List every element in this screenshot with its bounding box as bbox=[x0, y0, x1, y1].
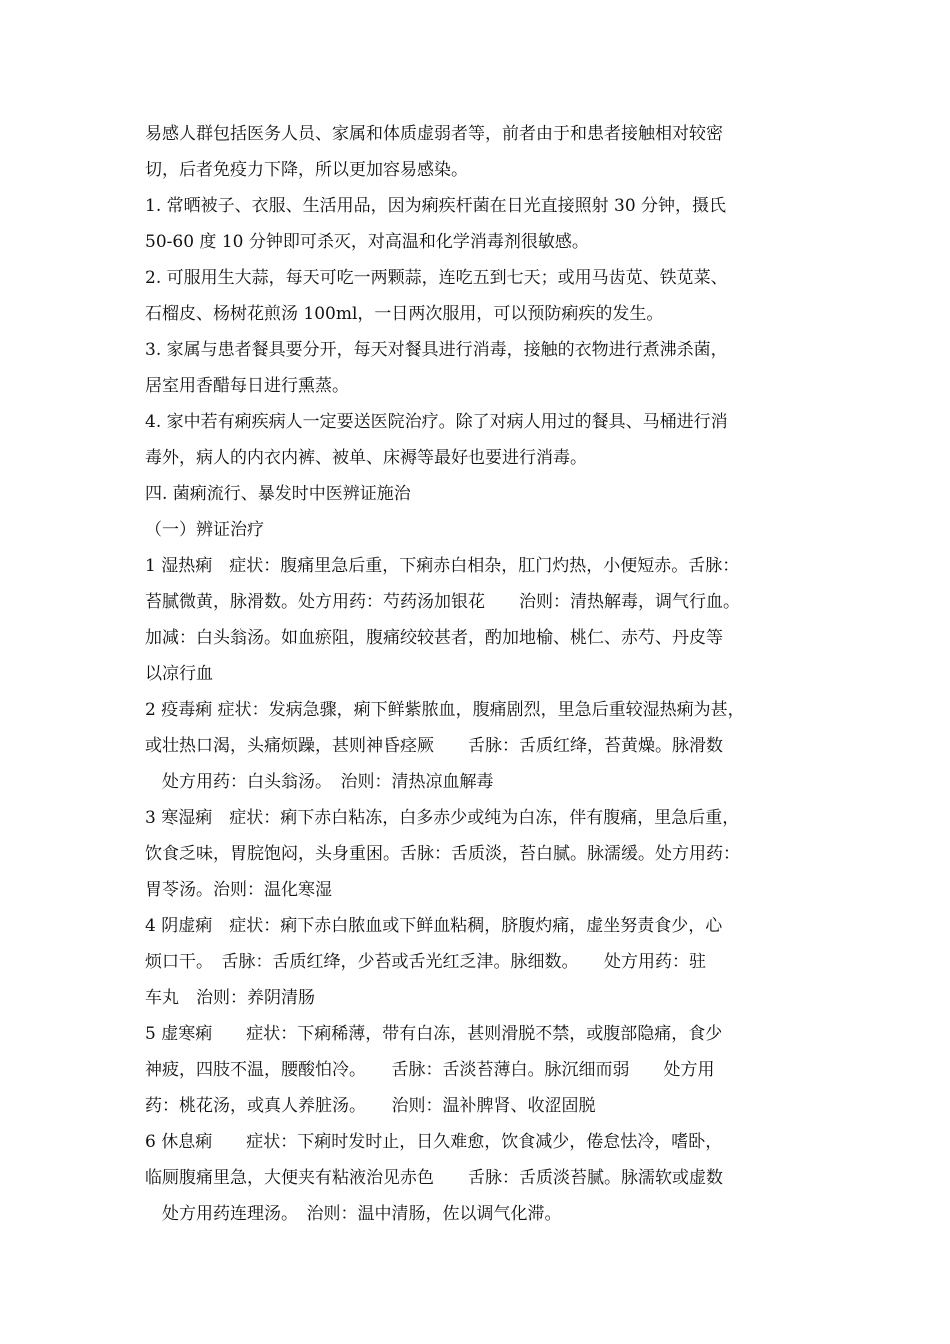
text-line: 6 休息痢 症状：下痢时发时止，日久难愈，饮食减少，倦怠怯冷，嗜卧， bbox=[145, 1132, 723, 1152]
text-line: 以凉行血 bbox=[145, 664, 213, 684]
treatment-item-4 bbox=[145, 908, 815, 1016]
text-line: 车丸 治则：养阴清肠 bbox=[145, 988, 315, 1008]
text-line: 临厕腹痛里急，大便夹有粘液治见赤色 舌脉：舌质淡苔腻。脉濡软或虚数 bbox=[145, 1168, 723, 1188]
text-line: 4 阴虚痢 症状：痢下赤白脓血或下鲜血粘稠，脐腹灼痛，虚坐努责食少，心 bbox=[145, 916, 723, 936]
prevention-item-1 bbox=[145, 188, 815, 260]
prevention-item-4 bbox=[145, 404, 815, 476]
text-line: 苔腻微黄，脉滑数。处方用药：芍药汤加银花 治则：清热解毒，调气行血。 bbox=[145, 592, 740, 612]
treatment-item-1 bbox=[145, 548, 815, 692]
subsection-title: （一）辨证治疗 bbox=[145, 520, 264, 540]
text-line: 3. 家属与患者餐具要分开，每天对餐具进行消毒，接触的衣物进行煮沸杀菌， bbox=[145, 340, 728, 360]
treatment-item-5 bbox=[145, 1016, 815, 1124]
treatment-item-3 bbox=[145, 800, 815, 908]
prevention-item-3 bbox=[145, 332, 815, 404]
treatment-item-6 bbox=[145, 1124, 815, 1232]
text-line: 切，后者免疫力下降，所以更加容易感染。 bbox=[145, 160, 468, 180]
text-line: 石榴皮、杨树花煎汤 100ml，一日两次服用，可以预防痢疾的发生。 bbox=[145, 304, 664, 324]
text-line: 加减：白头翁汤。如血瘀阻，腹痛绞较甚者，酌加地榆、桃仁、赤芍、丹皮等 bbox=[145, 628, 723, 648]
text-line: 或壮热口渴，头痛烦躁，甚则神昏痉厥 舌脉：舌质红绛，苔黄燥。脉滑数 bbox=[145, 736, 723, 756]
document-page bbox=[145, 116, 815, 1232]
text-line: 烦口干。 舌脉：舌质红绛，少苔或舌光红乏津。脉细数。 处方用药：驻 bbox=[145, 952, 706, 972]
text-line: 毒外，病人的内衣内裤、被单、床褥等最好也要进行消毒。 bbox=[145, 448, 587, 468]
text-line: 1 湿热痢 症状：腹痛里急后重，下痢赤白相杂，肛门灼热，小便短赤。舌脉： bbox=[145, 556, 740, 576]
prevention-item-2 bbox=[145, 260, 815, 332]
text-line: 易感人群包括医务人员、家属和体质虚弱者等，前者由于和患者接触相对较密 bbox=[145, 124, 723, 144]
text-line: 居室用香醋每日进行熏蒸。 bbox=[145, 376, 349, 396]
text-line: 50-60 度 10 分钟即可杀灭，对高温和化学消毒剂很敏感。 bbox=[145, 232, 589, 252]
intro-paragraph bbox=[145, 116, 815, 188]
text-line: 饮食乏味，胃脘饱闷，头身重困。舌脉：舌质淡，苔白腻。脉濡缓。处方用药： bbox=[145, 844, 740, 864]
text-line: 处方用药连理汤。 治则：温中清肠，佐以调气化滞。 bbox=[145, 1204, 562, 1224]
text-line: 2. 可服用生大蒜，每天可吃一两颗蒜，连吃五到七天；或用马齿苋、铁苋菜、 bbox=[145, 268, 728, 288]
subsection-heading bbox=[145, 512, 815, 548]
text-line: 3 寒湿痢 症状：痢下赤白粘冻，白多赤少或纯为白冻，伴有腹痛，里急后重， bbox=[145, 808, 740, 828]
text-line: 处方用药：白头翁汤。 治则：清热凉血解毒 bbox=[145, 772, 494, 792]
text-line: 4. 家中若有痢疾病人一定要送医院治疗。除了对病人用过的餐具、马桶进行消 bbox=[145, 412, 728, 432]
section-heading bbox=[145, 476, 815, 512]
text-line: 胃苓汤。治则：温化寒湿 bbox=[145, 880, 332, 900]
treatment-item-2 bbox=[145, 692, 815, 800]
text-line: 2 疫毒痢 症状：发病急骤，痢下鲜紫脓血，腹痛剧烈，里急后重较湿热痢为甚， bbox=[145, 700, 745, 720]
text-line: 药：桃花汤，或真人养脏汤。 治则：温补脾肾、收涩固脱 bbox=[145, 1096, 596, 1116]
text-line: 神疲，四肢不温，腰酸怕冷。 舌脉：舌淡苔薄白。脉沉细而弱 处方用 bbox=[145, 1060, 715, 1080]
text-line: 1. 常晒被子、衣服、生活用品，因为痢疾杆菌在日光直接照射 30 分钟，摄氏 bbox=[145, 196, 727, 216]
section-title: 四. 菌痢流行、暴发时中医辨证施治 bbox=[145, 484, 411, 504]
text-line: 5 虚寒痢 症状：下痢稀薄，带有白冻，甚则滑脱不禁，或腹部隐痛，食少 bbox=[145, 1024, 723, 1044]
